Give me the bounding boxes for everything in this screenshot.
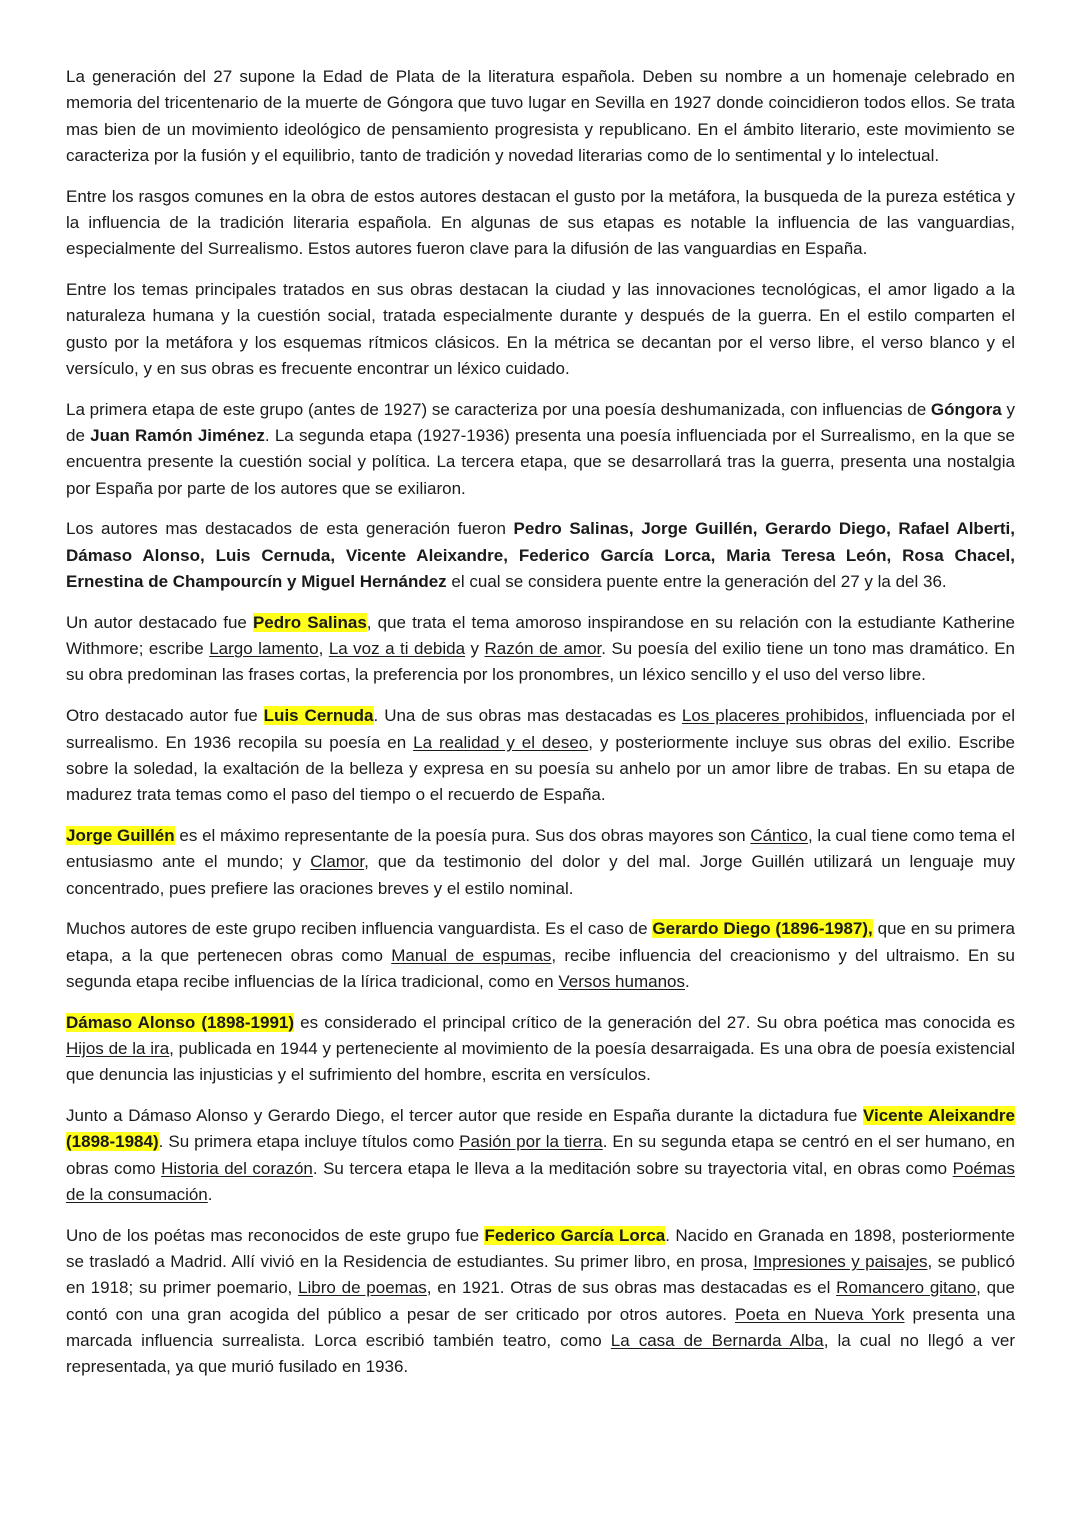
text-run: , la cual tiene como tema el entusiasmo ante el mundo; y [66, 825, 1015, 872]
text-run: . Una de sus obras mas destacadas es [373, 706, 682, 726]
text-run: , publicada en 1944 y perteneciente al movimiento de la poesía desarraigada. Es una obra de poesía existencial que denuncia las injusticias y el sufrimiento del hombre, escrita en versículos. [66, 1039, 1015, 1085]
text-run: Junto a Dámaso Alonso y Gerardo Diego, el tercer autor que reside en España durante la dictadura fue [66, 1106, 863, 1126]
text-run: La generación del 27 supone la Edad de Plata de la literatura española. Deben su nombre a un homenaje celebrado en memoria del tricentenario de la muerte de Góngora que tuvo lugar en Sevilla en 1927 donde coincidieron todos ellos. Se trata mas bien de un movimiento ideológico de pensamiento progresista y republicano. En el ámbito literario, este movimiento se caracteriza por la fusión y el equilibrio, tanto de tradición y novedad literarias como de lo sentimental y lo intelectual. [66, 67, 1015, 165]
work-title: Largo lamento [209, 639, 319, 659]
text-run: . [207, 1184, 213, 1204]
text-run: Otro destacado autor fue [66, 706, 264, 726]
paragraph [66, 277, 1015, 382]
bold-text: Juan Ramón Jiménez [90, 426, 265, 446]
text-run: . Su poesía del exilio tiene un tono mas dramático. En su obra predominan las frases cortas, la preferencia por los pronombres, un léxico sencillo y el uso del verso libre. [66, 639, 1016, 685]
text-run: Entre los temas principales tratados en sus obras destacan la ciudad y las innovaciones tecnológicas, el amor ligado a la naturaleza humana y la cuestión social, tratada especialmente durante y después de la guerra. En el estilo comparten el gusto por la metáfora y los esquemas rítmicos clásicos. En la métrica se decantan por el verso libre, el verso blanco y el versículo, y en sus obras es frecuente encontrar un léxico cuidado. [66, 280, 1015, 378]
paragraph [66, 703, 1015, 808]
work-title: La casa de Bernarda Alba [610, 1330, 824, 1350]
document-body [66, 64, 1015, 1395]
text-run: el cual se considera puente entre la generación del 27 y la del 36. [446, 572, 947, 592]
highlighted-author-name: Dámaso Alonso (1898-1991) [66, 1012, 295, 1032]
text-run: Un autor destacado fue [66, 612, 253, 632]
text-run: , y posteriormente incluye sus obras del exilio. Escribe sobre la soledad, la exaltación de la belleza y expresa en su poesía su anhelo por un amor libre de trabas. En su etapa de madurez trata temas como el paso del tiempo o el recuerdo de España. [66, 732, 1015, 805]
text-run: presenta una marcada influencia surrealista. Lorca escribió también teatro, como [66, 1304, 1016, 1350]
work-title: Cántico [750, 825, 808, 845]
text-run: , recibe influencia del creacionismo y del ultraismo. En su segunda etapa recibe influencias de la lírica tradicional, como en [66, 945, 1015, 991]
work-title: Versos humanos [558, 971, 685, 991]
highlighted-author-name: Vicente Aleixandre (1898-1984) [66, 1106, 1015, 1152]
highlighted-author-name: Gerardo Diego (1896-1987), [652, 919, 873, 939]
paragraph [66, 823, 1015, 902]
text-run: , en 1921. Otras de sus obras mas destacadas es el [426, 1278, 837, 1298]
text-run: . Su tercera etapa le lleva a la meditación sobre su trayectoria vital, en obras como [312, 1158, 953, 1178]
work-title: Libro de poemas [298, 1278, 427, 1298]
text-run: es el máximo representante de la poesía pura. Sus dos obras mayores son [174, 825, 751, 845]
work-title: Hijos de la ira [66, 1039, 170, 1058]
highlighted-author-name: Jorge Guillén [66, 825, 175, 845]
paragraph [66, 1010, 1015, 1089]
work-title: La realidad y el deseo [413, 732, 589, 752]
text-run: que en su primera etapa, a la que pertenecen obras como [66, 919, 1015, 965]
work-title: Razón de amor [484, 639, 602, 659]
paragraph [66, 610, 1015, 689]
paragraph [66, 184, 1015, 263]
text-run: , [318, 639, 329, 659]
work-title: Impresiones y paisajes [753, 1252, 928, 1272]
paragraph [66, 1223, 1015, 1381]
work-title: Clamor [310, 852, 365, 872]
text-run: . La segunda etapa (1927-1936) presenta una poesía influenciada por el Surrealismo, en la que se encuentra presente la cuestión social y política. La tercera etapa, que se desarrollará tras la guerra, presenta una nostalgia por España por parte de los autores que se exiliaron. [66, 426, 1015, 498]
text-run: Muchos autores de este grupo reciben influencia vanguardista. Es el caso de [66, 919, 653, 939]
text-run: , que trata el tema amoroso inspirandose en su relación con la estudiante Katherine Withmore; escribe [66, 612, 1015, 659]
text-run: , influenciada por el surrealismo. En 1936 recopila su poesía en [66, 706, 1015, 752]
highlighted-author-name: Luis Cernuda [263, 706, 374, 726]
work-title: La voz a ti debida [328, 639, 466, 659]
text-run: , que da testimonio del dolor y del mal. Jorge Guillén utilizará un lenguaje muy concentrado, pues prefiere las oraciones breves y el estilo nominal. [66, 852, 1016, 898]
work-title: Poeta en Nueva York [734, 1304, 905, 1324]
paragraph [66, 64, 1015, 169]
work-title: Romancero gitano [836, 1278, 977, 1298]
work-title: Poémas de la consumación [66, 1158, 1015, 1204]
paragraph [66, 1103, 1015, 1208]
work-title: Manual de espumas [391, 945, 552, 965]
highlighted-author-name: Pedro Salinas [252, 612, 367, 632]
text-run: , la cual no llegó a ver representada, ya que murió fusilado en 1936. [66, 1330, 1015, 1377]
bold-text: Góngora [930, 399, 1002, 419]
text-run: La primera etapa de este grupo (antes de 1927) se caracteriza por una poesía deshumanizada, con influencias de [66, 399, 931, 419]
text-run: es considerado el principal crítico de la generación del 27. Su obra poética mas conocida es [294, 1012, 1015, 1032]
work-title: Historia del corazón [161, 1158, 313, 1178]
text-run: Los autores mas destacados de esta generación fueron [66, 519, 514, 539]
text-run: Entre los rasgos comunes en la obra de estos autores destacan el gusto por la metáfora, la busqueda de la pureza estética y la influencia de la tradición literaria española. En algunas de sus etapas es notable la influencia de las vanguardias, especialmente del Surrealismo. Estos autores fueron clave para la difusión de las vanguardias en España. [66, 186, 1015, 259]
paragraph [66, 397, 1015, 502]
work-title: Los placeres prohibidos [681, 706, 864, 726]
text-run: . Nacido en Granada en 1898, posteriormente se trasladó a Madrid. Allí vivió en la Residencia de estudiantes. Su primer libro, en prosa, [66, 1225, 1015, 1272]
work-title: Pasión por la tierra [459, 1132, 603, 1152]
text-run: . En su segunda etapa se centró en el ser humano, en obras como [66, 1132, 1015, 1178]
paragraph [66, 916, 1015, 995]
bold-text: Pedro Salinas, Jorge Guillén, Gerardo Diego, Rafael Alberti, Dámaso Alonso, Luis Cernuda, Vicente Aleixandre, Federico García Lorca, Maria Teresa León, Rosa Chacel, Ernestina de Champourcín y Miguel Hernández [66, 519, 1015, 592]
highlighted-author-name: Federico García Lorca [484, 1225, 666, 1245]
text-run: y de [66, 399, 1015, 446]
text-run: y [465, 639, 485, 659]
text-run: Uno de los poétas mas reconocidos de este grupo fue [66, 1225, 485, 1245]
text-run: , se publicó en 1918; su primer poemario, [66, 1252, 1015, 1298]
text-run: . Su primera etapa incluye títulos como [158, 1132, 460, 1152]
text-run: . [685, 971, 690, 991]
text-run: , que contó con una gran acogida del público a pesar de ser criticado por otros autores. [66, 1278, 1016, 1324]
paragraph [66, 516, 1015, 595]
